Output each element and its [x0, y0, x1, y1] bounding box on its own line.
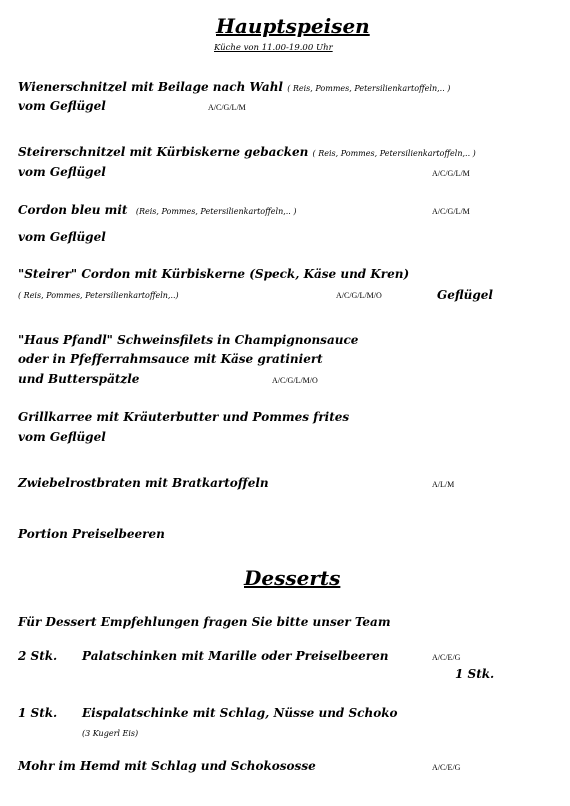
- item-variant: vom Geflügel: [18, 430, 106, 444]
- allergen-codes: A/C/G/L/M: [208, 103, 246, 112]
- allergen-codes: A/C/G/L/M: [432, 207, 470, 216]
- item-qty: 2 Stk.: [18, 649, 58, 663]
- item-variant: vom Geflügel: [18, 99, 106, 113]
- item-sides: ( Reis, Pommes, Petersilienkartoffeln,.. ): [312, 149, 476, 158]
- item-name: [18, 146, 476, 158]
- item-sides: ( Reis, Pommes, Petersilienkartoffeln,.. ): [287, 84, 451, 93]
- item-note: (3 Kugerl Eis): [82, 729, 139, 738]
- item-sides: (Reis, Pommes, Petersilienkartoffeln,.. ): [135, 207, 297, 216]
- item-name: "Steirer" Cordon mit Kürbiskerne (Speck, Käse und Kren): [18, 267, 410, 281]
- allergen-codes: A/C/E/G: [432, 653, 461, 662]
- desserts-note: Für Dessert Empfehlungen fragen Sie bitte unser Team: [18, 615, 391, 629]
- allergen-codes: A/C/E/G: [432, 763, 461, 772]
- item-title: Cordon bleu mit: [18, 203, 128, 217]
- allergen-codes: A/L/M: [432, 480, 455, 489]
- kitchen-hours: Küche von 11.00-19.00 Uhr: [214, 43, 333, 53]
- item-line: und Butterspätzle: [18, 372, 140, 386]
- allergen-codes: A/C/G/L/M/O: [336, 291, 382, 300]
- main-title: Hauptspeisen: [216, 14, 370, 38]
- allergen-codes: A/C/G/L/M: [432, 169, 470, 178]
- item-name: Palatschinken mit Marille oder Preiselbeeren: [82, 649, 389, 663]
- item-name: [18, 81, 450, 93]
- item-line: "Haus Pfandl" Schweinsfilets in Champignonsauce: [18, 333, 359, 347]
- item-title: Steirerschnitzel mit Kürbiskerne gebacken: [18, 145, 309, 159]
- desserts-title: Desserts: [244, 566, 341, 590]
- item-name: Grillkarree mit Kräuterbutter und Pommes frites: [18, 410, 350, 424]
- item-qty: 1 Stk.: [18, 706, 58, 720]
- item-variant: vom Geflügel: [18, 230, 106, 244]
- allergen-codes: A/C/G/L/M/O: [272, 376, 318, 385]
- item-name: Mohr im Hemd mit Schlag und Schokososse: [18, 759, 316, 773]
- item-variant: vom Geflügel: [18, 165, 106, 179]
- item-name: Eispalatschinke mit Schlag, Nüsse und Schoko: [82, 706, 398, 720]
- item-line: oder in Pfefferrahmsauce mit Käse gratiniert: [18, 352, 323, 366]
- menu-item-preisel: Portion Preiselbeeren: [18, 527, 165, 541]
- item-name: [18, 204, 297, 216]
- item-sides: ( Reis, Pommes, Petersilienkartoffeln,..): [18, 291, 179, 300]
- item-name: Zwiebelrostbraten mit Bratkartoffeln: [18, 476, 269, 490]
- item-variant: Geflügel: [437, 288, 493, 302]
- item-title: Wienerschnitzel mit Beilage nach Wahl: [18, 80, 283, 94]
- item-alt-qty: 1 Stk.: [455, 667, 495, 681]
